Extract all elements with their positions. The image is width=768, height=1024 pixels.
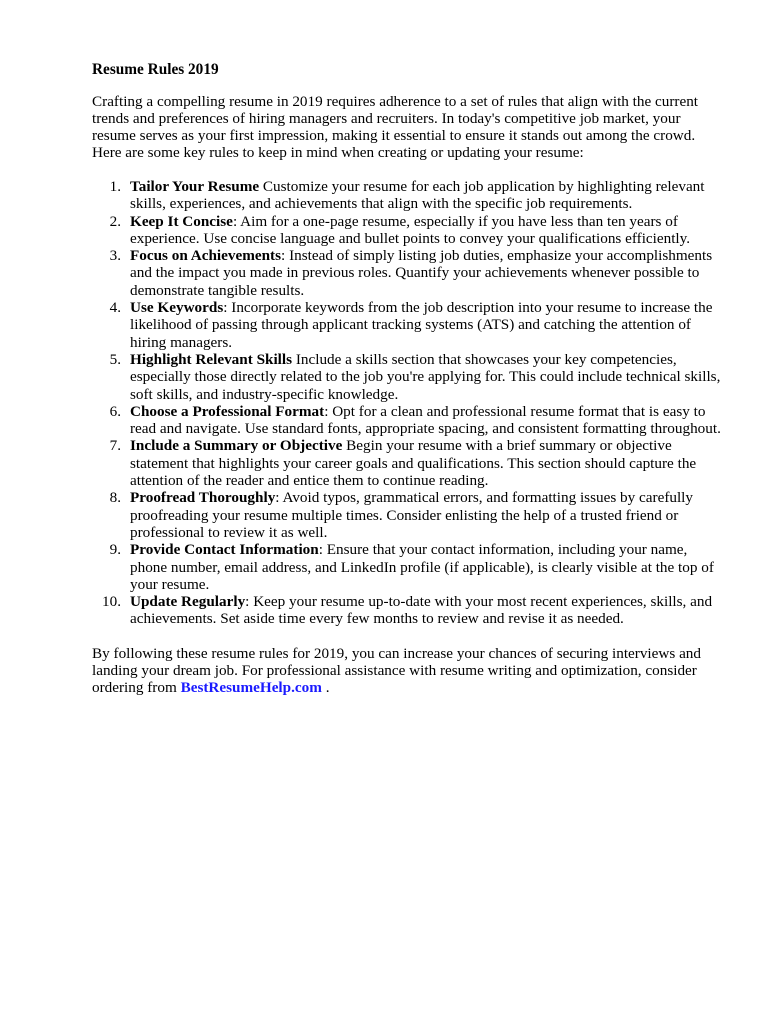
rule-separator: : [318,541,327,559]
rule-title: Proofread Thoroughly [130,489,276,507]
rule-title: Update Regularly [130,593,246,611]
rule-item [92,541,722,593]
rule-separator: : [245,593,254,611]
document-page [92,61,722,696]
closing-text: By following these resume rules for 2019, you can increase your chances of securing interviews and landing your dream job. For professional assistance with resume writing and optimization, consider ordering from [92,644,701,696]
rule-text: Begin your resume with a brief summary or objective statement that highlights your career goals and qualifications. This section should capture the attention of the reader and entice them to continue reading. [130,437,697,490]
rule-number: 6. [109,402,121,420]
rule-item [92,247,722,299]
rule-item [92,593,722,628]
rule-item [92,213,722,248]
rule-separator: : [223,299,232,317]
rule-number: 1. [109,178,121,195]
rule-text: Ensure that your contact information, including your name, phone number, email address, and LinkedIn profile (if applicable), is clearly visible at the top of your resume. [130,541,714,593]
rule-number: 5. [109,350,121,368]
rule-text: Include a skills section that showcases your key competencies, especially those directly related to the job you're applying for. This could include technical skills, soft skills, and industry-specific knowledge. [130,350,721,403]
rule-item [92,178,722,213]
document-title: Resume Rules 2019 [92,61,219,78]
rules-list [92,178,722,628]
rule-number: 4. [109,299,121,317]
rule-title: Choose a Professional Format [130,402,325,420]
rule-text: Customize your resume for each job application by highlighting relevant skills, experiences, and achievements that align with the specific job requirements. [130,178,705,213]
rule-number: 2. [109,212,121,230]
rule-item [92,351,722,403]
rule-text: Avoid typos, grammatical errors, and formatting issues by carefully proofreading your resume multiple times. Consider enlisting the help of a trusted friend or professional to review it as well. [130,489,693,541]
rule-text: Opt for a clean and professional resume format that is easy to read and navigate. Use standard fonts, appropriate spacing, and consistent formatting throughout. [130,402,721,438]
rule-title: Tailor Your Resume [130,178,260,195]
rule-number: 3. [109,247,121,265]
rule-text: Incorporate keywords from the job description into your resume to increase the likelihood of passing through applicant tracking systems (ATS) and catching the attention of hiring managers. [130,299,713,351]
rule-text: Aim for a one-page resume, especially if you have less than ten years of experience. Use concise language and bullet points to convey your qualifications efficiently. [130,212,691,247]
rule-title: Focus on Achievements [130,247,282,265]
rule-number: 7. [109,437,121,455]
rule-separator: : [275,489,283,507]
rule-item [92,403,722,438]
rule-separator: : [232,212,241,230]
rule-number: 8. [109,489,121,507]
intro-paragraph: Crafting a compelling resume in 2019 requires adherence to a set of rules that align with the current trends and preferences of hiring managers and recruiters. In today's competitive job market, your resume serves as your first impression, making it essential to ensure it stands out among the crowd. Here are some key rules to keep in mind when creating or updating your resume: [92,93,699,161]
rule-text: Instead of simply listing job duties, emphasize your accomplishments and the impact you made in previous roles. Quantify your achievements whenever possible to demonstrate tangible results. [130,247,713,299]
rule-item [92,299,722,351]
rule-title: Keep It Concise [130,212,233,230]
closing-paragraph [92,645,722,696]
rule-item [92,489,722,541]
rule-separator: : [281,247,290,265]
closing-end: . [321,678,330,696]
rule-item [92,437,722,489]
rule-title: Highlight Relevant Skills [130,350,293,368]
rule-title: Include a Summary or Objective [130,437,343,455]
rule-number: 9. [109,541,121,559]
rule-title: Provide Contact Information [130,541,319,559]
rule-title: Use Keywords [130,299,224,317]
rule-text: Keep your resume up-to-date with your most recent experiences, skills, and achievements. Set aside time every few months to review and revise it as needed. [130,593,713,628]
rule-separator: : [324,402,333,420]
rule-number: 10. [102,593,121,611]
bestresumehelp-link[interactable]: BestResumeHelp.com [180,678,322,696]
